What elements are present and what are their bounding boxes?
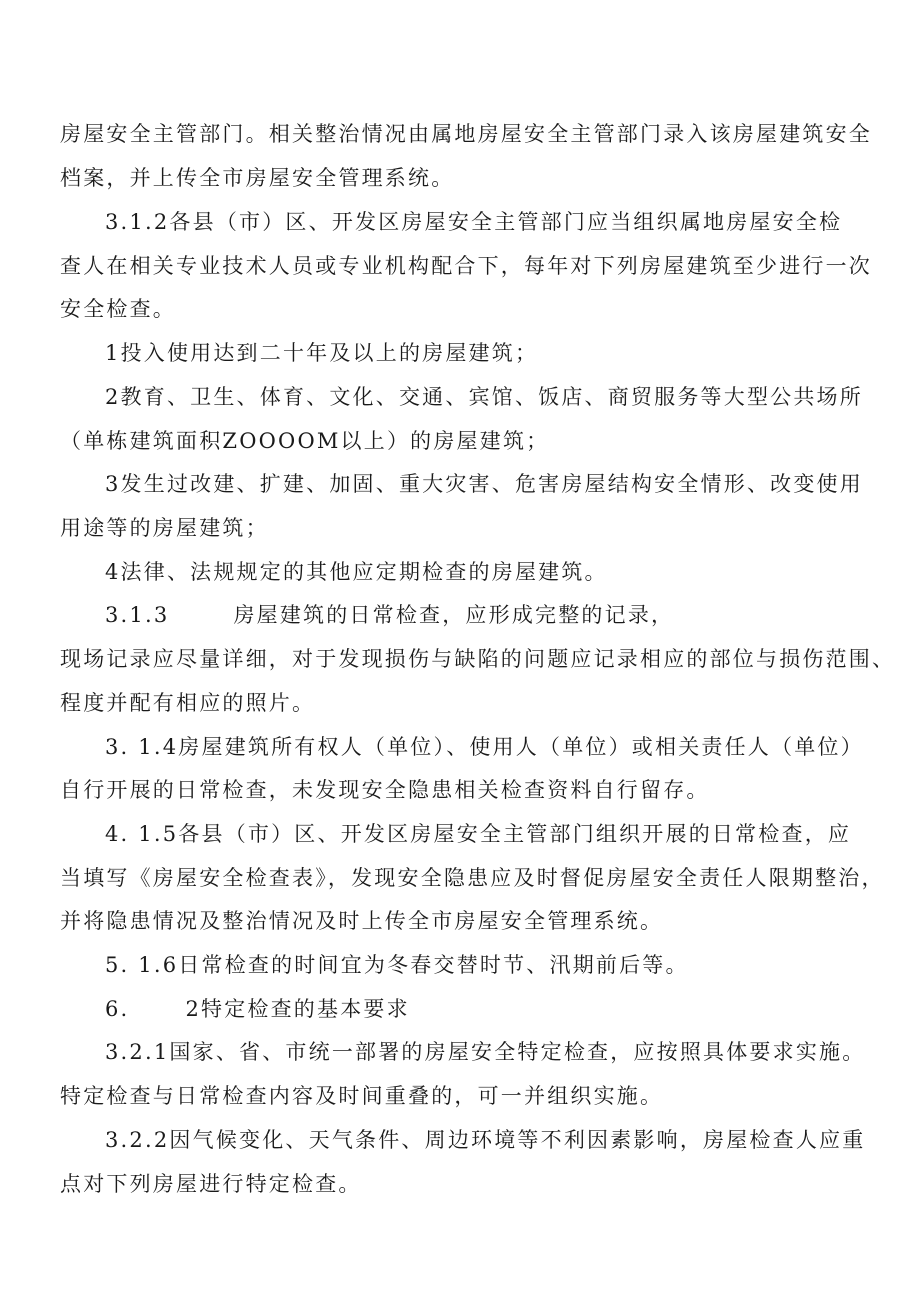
text-line-section bbox=[105, 999, 410, 1020]
text-line: 3.2.2因气候变化、天气条件、周边环境等不利因素影响，房屋检查人应重 bbox=[105, 1128, 866, 1152]
text-line: 安全检查。 bbox=[60, 297, 176, 321]
text-line: 2教育、卫生、体育、文化、交通、宾馆、饭店、商贸服务等大型公共场所 bbox=[105, 385, 863, 409]
text-line: 4. 1.5各县（市）区、开发区房屋安全主管部门组织开展的日常检查，应 bbox=[105, 822, 852, 846]
section-number: 6. bbox=[105, 997, 130, 1021]
text-line: 并将隐患情况及整治情况及时上传全市房屋安全管理系统。 bbox=[60, 909, 664, 933]
text-line: 3.1.2各县（市）区、开发区房屋安全主管部门应当组织属地房屋安全检 bbox=[105, 210, 843, 234]
text-line: 房屋安全主管部门。相关整治情况由属地房屋安全主管部门录入该房屋建筑安全 bbox=[60, 122, 872, 146]
text-line: （单栋建筑面积ZOOOOM以上）的房屋建筑； bbox=[60, 429, 550, 453]
section-number: 3.1.3 bbox=[105, 603, 170, 627]
text-line: 用途等的房屋建筑； bbox=[60, 516, 269, 540]
text-line: 1投入使用达到二十年及以上的房屋建筑； bbox=[105, 341, 539, 365]
text-line: 3发生过改建、扩建、加固、重大灾害、危害房屋结构安全情形、改变使用 bbox=[105, 472, 863, 496]
section-text: 2特定检查的基本要求 bbox=[185, 997, 410, 1021]
text-line: 5. 1.6日常检查的时间宜为冬春交替时节、汛期前后等。 bbox=[105, 953, 689, 977]
text-line: 3. 1.4房屋建筑所有权人（单位）、使用人（单位）或相关责任人（单位） bbox=[105, 735, 864, 759]
text-line: 查人在相关专业技术人员或专业机构配合下，每年对下列房屋建筑至少进行一次 bbox=[60, 254, 872, 278]
text-line: 4法律、法规规定的其他应定期检查的房屋建筑。 bbox=[105, 560, 608, 584]
text-line: 当填写《房屋安全检查表》，发现安全隐患应及时督促房屋安全责任人限期整治， bbox=[60, 866, 885, 890]
text-line: 点对下列房屋进行特定检查。 bbox=[60, 1172, 362, 1196]
text-line: 现场记录应尽量详细，对于发现损伤与缺陷的问题应记录相应的部位与损伤范围、 bbox=[60, 647, 896, 671]
text-line: 特定检查与日常检查内容及时间重叠的，可一并组织实施。 bbox=[60, 1084, 664, 1108]
section-text: 房屋建筑的日常检查，应形成完整的记录， bbox=[233, 603, 675, 627]
text-line: 自行开展的日常检查，未发现安全隐患相关检查资料自行留存。 bbox=[60, 778, 710, 802]
text-line-section bbox=[105, 605, 674, 626]
text-line: 3.2.1国家、省、市统一部署的房屋安全特定检查，应按照具体要求实施。 bbox=[105, 1040, 866, 1064]
text-line: 档案，并上传全市房屋安全管理系统。 bbox=[60, 166, 455, 190]
text-line: 程度并配有相应的照片。 bbox=[60, 691, 316, 715]
